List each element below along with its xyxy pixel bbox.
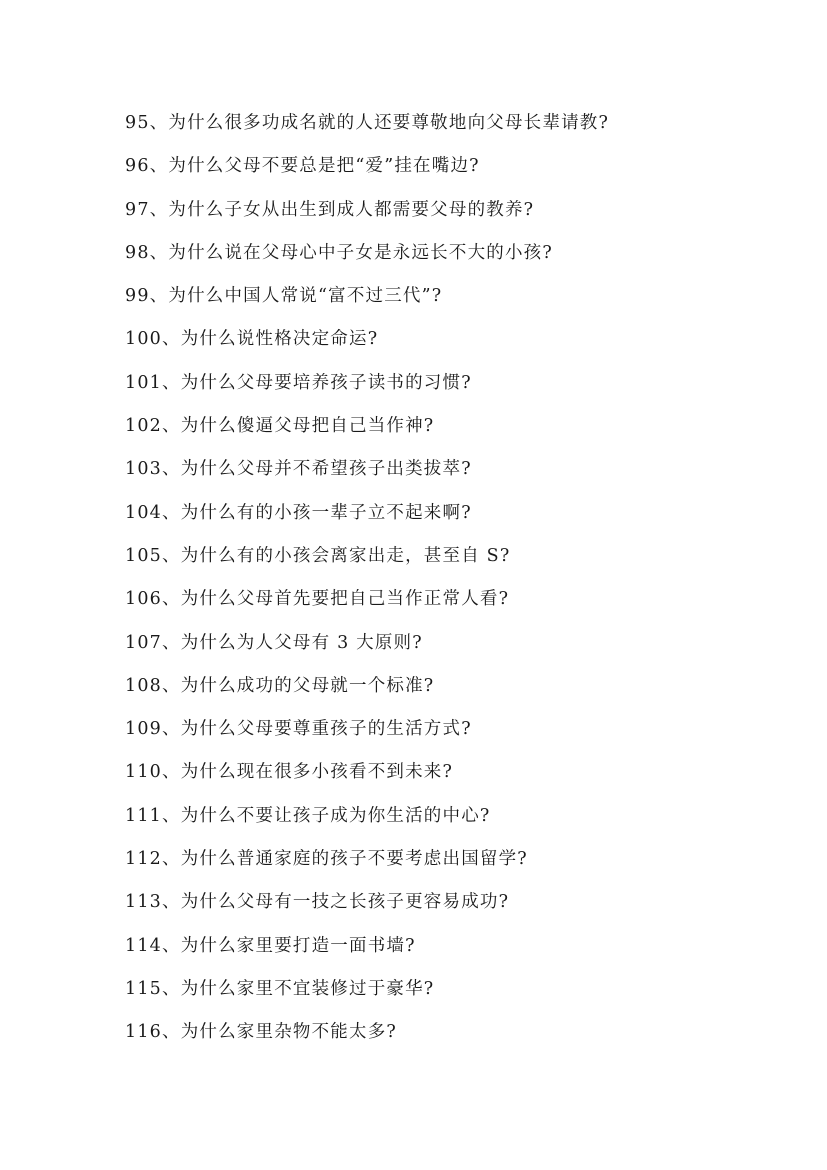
question-108: 108、为什么成功的父母就一个标准?: [125, 675, 435, 696]
question-96: 96、为什么父母不要总是把“爱”挂在嘴边?: [125, 156, 480, 177]
question-106: 106、为什么父母首先要把自己当作正常人看?: [125, 589, 510, 610]
question-99: 99、为什么中国人常说“富不过三代”?: [125, 286, 443, 307]
question-107: 107、为什么为人父母有 3 大原则?: [125, 632, 423, 653]
question-97: 97、为什么子女从出生到成人都需要父母的教养?: [125, 199, 535, 220]
question-114: 114、为什么家里要打造一面书墙?: [125, 935, 416, 956]
question-98: 98、为什么说在父母心中子女是永远长不大的小孩?: [125, 242, 553, 263]
question-116: 116、为什么家里杂物不能太多?: [125, 1022, 397, 1043]
question-105: 105、为什么有的小孩会离家出走，甚至自 S?: [125, 545, 511, 566]
question-95: 95、为什么很多功成名就的人还要尊敬地向父母长辈请教?: [125, 113, 610, 133]
question-109: 109、为什么父母要尊重孩子的生活方式?: [125, 719, 472, 740]
question-100: 100、为什么说性格决定命运?: [125, 329, 379, 350]
question-104: 104、为什么有的小孩一辈子立不起来啊?: [125, 502, 472, 523]
question-list: [125, 108, 609, 1061]
question-103: 103、为什么父母并不希望孩子出类拔萃?: [125, 459, 472, 480]
question-102: 102、为什么傻逼父母把自己当作神?: [125, 416, 435, 437]
question-111: 111、为什么不要让孩子成为你生活的中心?: [125, 805, 491, 826]
question-112: 112、为什么普通家庭的孩子不要考虑出国留学?: [125, 849, 528, 870]
question-113: 113、为什么父母有一技之长孩子更容易成功?: [125, 892, 510, 913]
question-115: 115、为什么家里不宜装修过于豪华?: [125, 978, 435, 999]
question-101: 101、为什么父母要培养孩子读书的习惯?: [125, 372, 472, 393]
question-110: 110、为什么现在很多小孩看不到未来?: [125, 762, 454, 783]
